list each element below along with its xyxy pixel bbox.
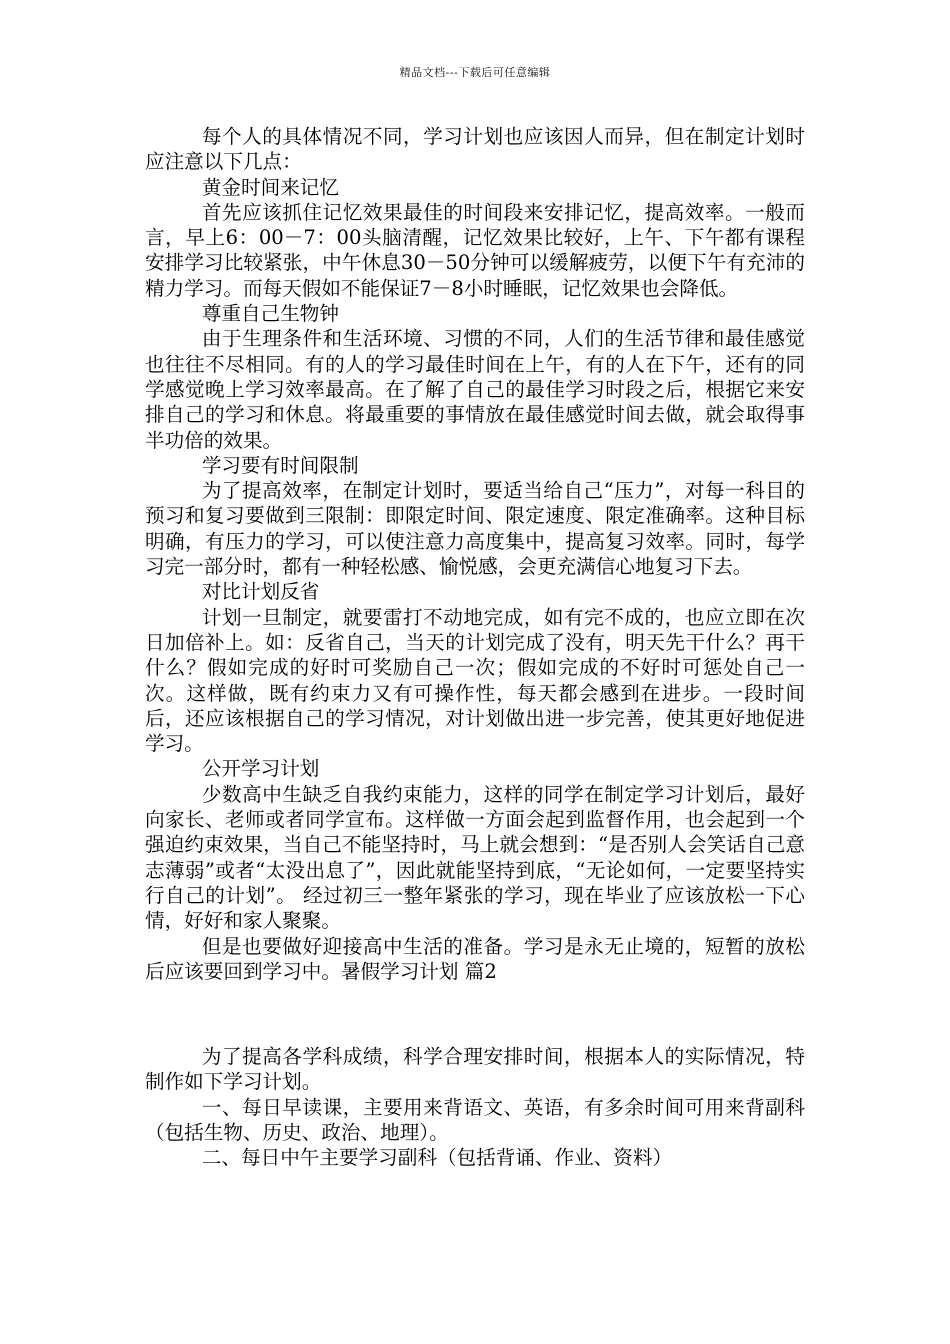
paragraph-intro: 每个人的具体情况不同，学习计划也应该因人而异，但在制定计划时应注意以下几点： <box>145 125 805 174</box>
paragraph-public-plan: 少数高中生缺乏自我约束能力，这样的同学在制定学习计划后，最好向家长、老师或者同学宣布。这样做一方面会起到监督作用，也会起到一个强迫约束效果，当自己不能坚持时，马上就会想到：“是否别人会笑话自己意志薄弱”或者“太没出息了”，因此就能坚持到底，“无论如何，一定要坚持实行自己的计划”。 经过初三一整年紧张的学习，现在毕业了应该放松一下心情，好好和家人聚聚。 <box>145 782 805 933</box>
section-heading-public-plan: 公开学习计划 <box>201 757 320 781</box>
paragraph-memory: 首先应该抓住记忆效果最佳的时间段来安排记忆，提高效率。一般而言，早上6：00－7：00头脑清醒，记忆效果比较好，上午、下午都有课程安排学习比较紧张，中午休息30－50分钟可以缓解疲劳，以便下午有充沛的精力学习。而每天假如不能保证7－8小时睡眠，记忆效果也会降低。 <box>145 200 805 300</box>
paragraph-item-one: 一、每日早读课，主要用来背语文、英语，有多余时间可用来背副科（包括生物、历史、政治、地理）。 <box>145 1095 805 1144</box>
paragraph-biological-clock: 由于生理条件和生活环境、习惯的不同，人们的生活节律和最佳感觉也往往不尽相同。有的人的学习最佳时间在上午，有的人在下午，还有的同学感觉晚上学习效率最高。在了解了自己的最佳学习时段之后，根据它来安排自己的学习和休息。将最重要的事情放在最佳感觉时间去做，就会取得事半功倍的效果。 <box>145 327 805 452</box>
paragraph-reflection: 计划一旦制定，就要雷打不动地完成，如有完不成的，也应立即在次日加倍补上。如：反省自己，当天的计划完成了没有，明天先干什么？再干什么？假如完成的好时可奖励自己一次；假如完成的不好时可惩处自己一次。这样做，既有约束力又有可操作性，每天都会感到在进步。一段时间后，还应该根据自己的学习情况，对计划做出进一步完善，使其更好地促进学习。 <box>145 605 805 756</box>
paragraph-plan-intro: 为了提高各学科成绩，科学合理安排时间，根据本人的实际情况，特制作如下学习计划。 <box>145 1045 805 1094</box>
section-heading-reflection: 对比计划反省 <box>201 580 320 604</box>
section-gap <box>145 984 805 1044</box>
paragraph-preparation: 但是也要做好迎接高中生活的准备。学习是永无止境的，短暂的放松后应该要回到学习中。暑假学习计划 篇2 <box>145 934 805 983</box>
paragraph-item-two: 二、每日中午主要学习副科（包括背诵、作业、资料） <box>201 1146 673 1170</box>
section-heading-time-limit: 学习要有时间限制 <box>201 453 359 477</box>
section-heading-memory: 黄金时间来记忆 <box>201 175 339 199</box>
page-header: 精品文档---下载后可任意编辑 <box>399 66 551 79</box>
paragraph-time-limit: 为了提高效率，在制定计划时，要适当给自己“压力”，对每一科目的预习和复习要做到三限制：即限定时间、限定速度、限定准确率。这种目标明确，有压力的学习，可以使注意力高度集中，提高复习效率。同时，每学习完一部分时，都有一种轻松感、愉悦感，会更充满信心地复习下去。 <box>145 479 805 579</box>
section-heading-biological-clock: 尊重自己生物钟 <box>201 302 339 326</box>
document-body <box>145 124 805 1171</box>
